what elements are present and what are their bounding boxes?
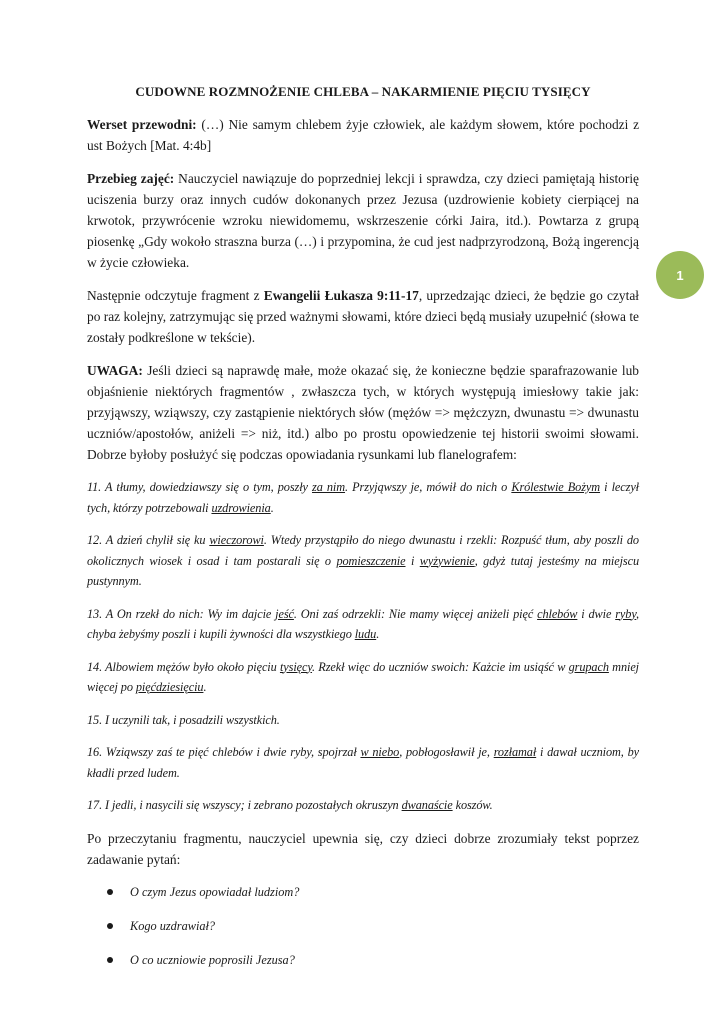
verse-text: 11. A tłumy, dowiedziawszy się o tym, poszły <box>87 480 313 494</box>
verse-text: 12. A dzień chylił się ku <box>87 533 210 547</box>
fill-in-word: tysięcy <box>279 659 313 674</box>
verse-text: koszów. <box>452 798 493 812</box>
course-text: Nauczyciel nawiązuje do poprzedniej lekcji i sprawdza, czy dzieci pamiętają historię uciszenia burzy oraz innych cudów dokonanych przez Jezusa (uzdrowienie kobiety cierpiącej na krwotok, przywrócenie wzroku niewidomemu, wskrzeszenie córki Jaira, itd.). Powtarza z grupą piosenkę „Gdy wokoło straszna burza (…) i przypomina, że cud jest nadprzyrodzoną, Bożą ingerencją w życie człowieka. <box>87 171 639 270</box>
note-label: UWAGA: <box>87 363 143 378</box>
verse <box>87 530 639 592</box>
fill-in-word: jeść <box>275 606 294 621</box>
verse-text: . Wtedy przystąpiło do niego dwunastu i rzekli: Rozpuść tłum, aby poszli do okolicznych wiosek i osad i tam postarali się o <box>87 533 639 568</box>
motto-paragraph <box>87 114 639 156</box>
motto-text: (…) Nie samym chlebem żyje człowiek, ale każdym słowem, które pochodzi z ust Bożych [Mat. 4:4b] <box>87 117 640 153</box>
fill-in-word: Królestwie Bożym <box>511 480 601 494</box>
verse-text: . <box>376 627 380 641</box>
verse-text: 15. I uczynili tak, i posadzili wszystkich. <box>87 712 280 727</box>
reading-before: Następnie odczytuje fragment z <box>87 288 264 303</box>
document-title: CUDOWNE ROZMNOŻENIE CHLEBA – NAKARMIENIE PIĘCIU TYSIĘCY <box>135 84 591 99</box>
fill-in-word: wieczorowi <box>209 533 264 547</box>
note-paragraph <box>87 360 639 465</box>
question-text: O co uczniowie poprosili Jezusa? <box>130 952 295 967</box>
verse-text: 16. Wziąwszy zaś te pięć chlebów i dwie ryby, spojrzał <box>87 745 361 759</box>
fill-in-word: w niebo <box>360 745 400 759</box>
reading-reference: Ewangelii Łukasza 9:11-17 <box>263 288 419 303</box>
verse-text: i dawał uczniom, by kładli przed ludem. <box>87 745 639 780</box>
verse <box>87 710 639 731</box>
verse-text: 13. A On rzekł do nich: Wy im dajcie <box>87 606 276 621</box>
fill-in-word: wyżywienie <box>419 553 475 568</box>
verse <box>87 477 639 518</box>
bullet-icon <box>107 889 113 895</box>
fill-in-word: pięćdziesięciu <box>135 680 204 694</box>
verse-text: i dwie <box>577 606 616 621</box>
fill-in-word: ludu <box>354 627 377 641</box>
verse <box>87 795 639 816</box>
verse-text: . <box>203 680 207 694</box>
bullet-icon <box>107 923 113 929</box>
page-number-badge <box>656 251 704 299</box>
question-item <box>87 882 639 902</box>
reading-after: , uprzedzając dzieci, że będzie go czytał po raz kolejny, zatrzymując się przed ważnymi słowami, które dzieci będą musiały uzupełnić (słowa te zostały podkreślone w tekście). <box>87 288 639 345</box>
page-number: 1 <box>676 267 684 283</box>
motto-label: Werset przewodni: <box>87 117 197 132</box>
bullet-icon <box>107 957 113 963</box>
question-item <box>87 916 639 936</box>
verse <box>87 657 639 698</box>
verse-text: , pobłogosławił je, <box>399 745 494 759</box>
reading-paragraph <box>87 285 639 348</box>
note-text: Jeśli dzieci są naprawdę małe, może okazać się, że konieczne będzie sparafrazowanie lub objaśnienie niektórych fragmentów , zwłaszcza tych, w których występują imiesłowy takie jak: przyjąwszy, wziąwszy, czy zastąpienie niektórych słów (mężów => mężczyzn, dwunastu => dwunastu uczniów/apostołów, aniżeli => niż, itd.) albo po prostu opowiedzenie tej historii swoimi słowami. Dobrze byłoby posłużyć się podczas opowiadania rysunkami lub flanelografem: <box>87 363 639 462</box>
fill-in-word: ryby <box>615 606 637 621</box>
verse-text: . Przyjąwszy je, mówił do nich o <box>345 480 512 494</box>
fill-in-word: uzdrowienia <box>211 500 271 515</box>
verse-text: . Rzekł więc do uczniów swoich: Każcie im usiąść w <box>312 659 569 674</box>
verse-text: 14. Albowiem mężów było około pięciu <box>87 659 280 674</box>
verse <box>87 742 639 783</box>
question-list <box>87 882 639 970</box>
verse-text: i leczył tych, którzy potrzebowali <box>87 480 640 515</box>
after-reading-paragraph: Po przeczytaniu fragmentu, nauczyciel upewnia się, czy dzieci dobrze zrozumiały tekst poprzez zadawanie pytań: <box>87 830 639 867</box>
question-text: O czym Jezus opowiadał ludziom? <box>130 884 300 899</box>
course-label: Przebieg zajęć: <box>87 171 175 186</box>
verse <box>87 604 639 645</box>
question-text: Kogo uzdrawiał? <box>130 918 216 933</box>
fill-in-word: dwanaście <box>401 798 453 812</box>
course-paragraph <box>87 168 639 273</box>
bible-verses <box>87 477 639 816</box>
fill-in-word: rozłamał <box>493 745 537 759</box>
verse-text: . Oni zaś odrzekli: Nie mamy więcej aniżeli pięć <box>293 606 538 621</box>
verse-text: . <box>270 500 274 515</box>
verse-text: , gdyż tutaj jesteśmy na miejscu pustynnym. <box>87 553 639 588</box>
question-item <box>87 950 639 970</box>
fill-in-word: za nim <box>312 480 346 494</box>
verse-text: 17. I jedli, i nasycili się wszyscy; i zebrano pozostałych okruszyn <box>87 798 402 812</box>
fill-in-word: grupach <box>568 659 609 674</box>
document-body <box>87 84 639 984</box>
fill-in-word: chlebów <box>537 606 578 621</box>
verse-text: i <box>405 553 420 568</box>
verse-text: , chyba żebyśmy poszli i kupili żywności dla wszystkiego <box>87 606 639 641</box>
fill-in-word: pomieszczenie <box>336 553 406 568</box>
verse-text: mniej więcej po <box>87 659 639 694</box>
